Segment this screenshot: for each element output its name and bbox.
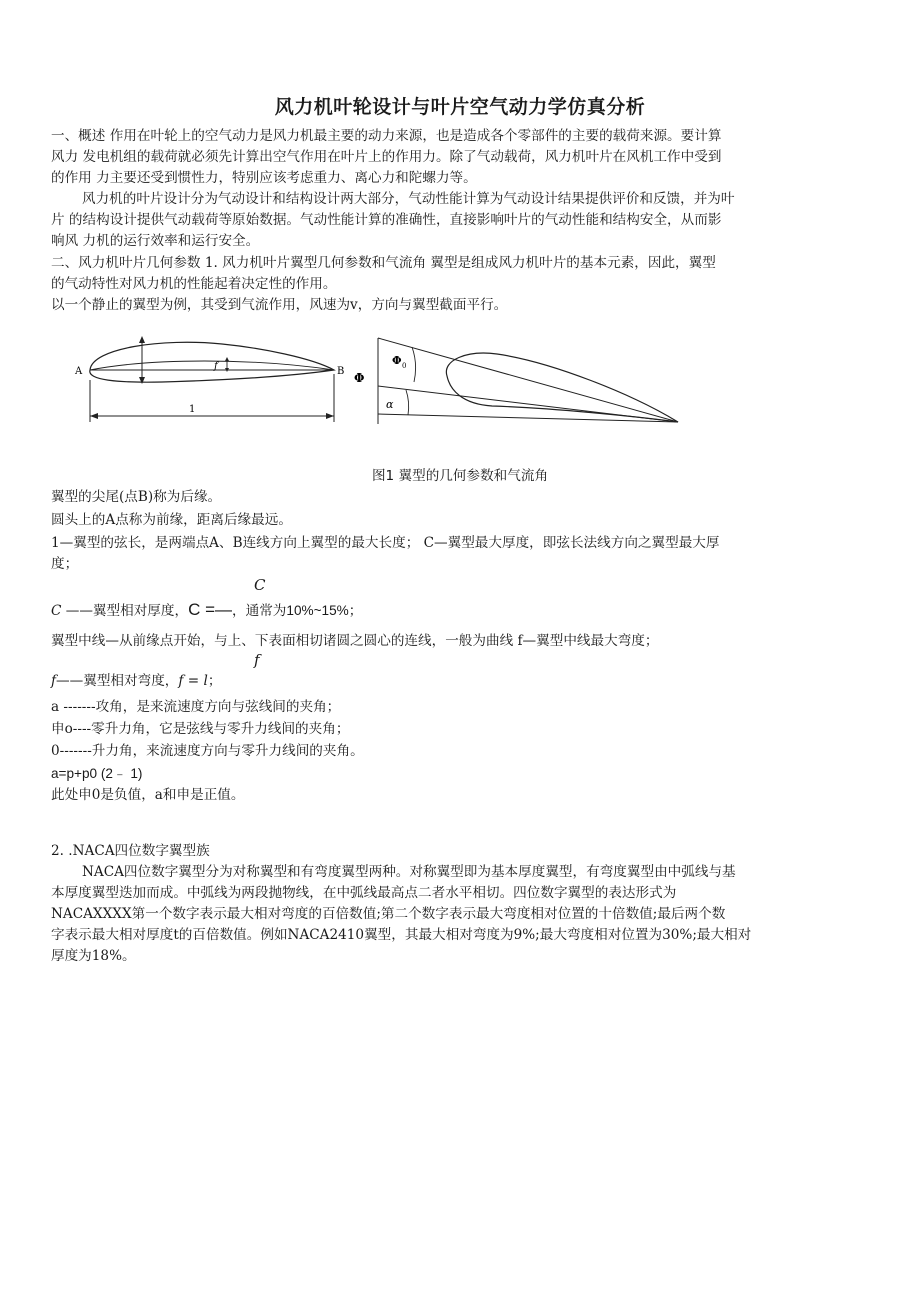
label-phi: Φ [354, 371, 365, 385]
chord-def-1: 1—翼型的弦长，是两端点A、B连线方向上翼型的最大长度； C—翼型最大厚度，即弦长法线方向之翼型最大厚 [51, 535, 720, 551]
camber-line-def: 翼型中线—从前缘点开始，与上、下表面相切诸圆之圆心的连线，一般为曲线 f—翼型中线最大弯度； [51, 633, 659, 649]
design-line-2: 片 的结构设计提供气动载荷等原始数据。气动性能计算的准确性，直接影响叶片的气动性能和结构安全，从而影 [51, 212, 722, 228]
thickness-arrow-head-bottom [139, 377, 145, 384]
leading-edge-def: 圆头上的A点称为前缘，距离后缘最远。 [51, 512, 292, 528]
phi0-arc [412, 347, 416, 382]
naca-line-5: 厚度为18%。 [51, 948, 136, 964]
attack-angle-def: a -------攻角，是来流速度方向与弦线间的夹角； [51, 699, 341, 715]
lift-angle-def: 0-------升力角，来流速度方向与零升力线间的夹角。 [51, 743, 364, 759]
naca-line-3: NACAXXXX第一个数字表示最大相对弯度的百倍数值;第二个数字表示最大弯度相对位置的十倍数值;最后两个数 [51, 906, 726, 922]
rel-camber-text: ——翼型相对弯度， [56, 673, 179, 689]
airfoil-outline-right [446, 353, 678, 422]
wind-direction-line [378, 338, 678, 422]
camber-arrow-head-top [225, 357, 229, 361]
label-chord: 1 [189, 404, 196, 415]
label-f: f [214, 361, 218, 372]
geometry-line-1: 二、风力机叶片几何参数 1. 风力机叶片翼型几何参数和气流角 翼型是组成风力机叶片的基本元素，因此，翼型 [51, 255, 716, 271]
rel-camber-eq: f = l [178, 673, 208, 689]
rel-thickness-text: ——翼型相对厚度， [61, 603, 189, 619]
label-phi0: Φ [392, 354, 402, 367]
rel-thickness-numerator: C [254, 576, 266, 594]
design-line-1: 风力机的叶片设计分为气动设计和结构设计两大部分，气动性能计算为气动设计结果提供评价和反馈，并为叶 [82, 191, 735, 207]
rel-thickness-def [51, 600, 362, 621]
chord-def-2: 度； [51, 556, 79, 572]
rel-camber-end: ； [207, 673, 222, 689]
thickness-arrow-head-top [139, 336, 145, 343]
alpha-arc [406, 390, 409, 415]
example-line: 以一个静止的翼型为例，其受到气流作用，风速为v，方向与翼型截面平行。 [51, 297, 508, 313]
label-phi0-sub: 0 [402, 362, 407, 370]
figure-caption: 图1 翼型的几何参数和气流角 [371, 468, 549, 484]
zero-lift-angle-def: 申o----零升力角，它是弦线与零升力线间的夹角； [51, 721, 350, 737]
label-a: A [75, 366, 83, 377]
rel-thickness-end: ； [348, 603, 363, 619]
rel-thickness-tail: ，通常为 [232, 603, 287, 619]
sign-note: 此处申0是负值，a和申是正值。 [51, 787, 245, 803]
rel-thickness-eq: C =— [188, 600, 233, 619]
overview-line-3: 的作用 力主要还受到惯性力，特别应该考虑重力、离心力和陀螺力等。 [51, 170, 477, 186]
design-line-3: 响风 力机的运行效率和运行安全。 [51, 233, 260, 249]
naca-line-1: NACA四位数字翼型分为对称翼型和有弯度翼型两种。对称翼型即为基本厚度翼型，有弯度翼型由中弧线与基 [82, 864, 736, 880]
rel-camber-def [51, 672, 221, 691]
naca-line-4: 字表示最大相对厚度t的百倍数值。例如NACA2410翼型，其最大相对弯度为9%;最大弯度相对位置为30%;最大相对 [51, 927, 752, 943]
rel-camber-numerator: f [254, 651, 260, 669]
naca-heading: 2. .NACA四位数字翼型族 [51, 843, 210, 859]
overview-line-1: 一、概述 作用在叶轮上的空气动力是风力机最主要的动力来源，也是造成各个零部件的主要的载荷来源。要计算 [51, 128, 722, 144]
page-title: 风力机叶轮设计与叶片空气动力学仿真分析 [274, 96, 646, 118]
label-alpha: α [386, 398, 394, 411]
zero-lift-line [378, 414, 678, 422]
angle-formula: a=p+p0 (2﹣ 1) [51, 766, 143, 781]
trailing-edge-def: 翼型的尖尾(点B)称为后缘。 [51, 489, 222, 505]
camber-line [90, 361, 334, 370]
airfoil-figure [72, 330, 692, 435]
rel-camber-symbol: f [51, 673, 57, 689]
chord-arrow-head-left [90, 413, 98, 419]
label-b: B [337, 366, 345, 377]
chord-arrow-head-right [326, 413, 334, 419]
overview-line-2: 风力 发电机组的载荷就必须先计算出空气作用在叶片上的作用力。除了气动载荷，风力机叶片在风机工作中受到 [51, 149, 722, 165]
airfoil-outline-left [90, 342, 334, 382]
geometry-line-2: 的气动特性对风力机的性能起着决定性的作用。 [51, 276, 337, 292]
rel-thickness-symbol: C [51, 603, 62, 619]
naca-line-2: 本厚度翼型迭加而成。中弧线为两段抛物线，在中弧线最高点二者水平相切。四位数字翼型的表达形式为 [51, 885, 677, 901]
rel-thickness-range: 10%~15% [286, 603, 349, 618]
